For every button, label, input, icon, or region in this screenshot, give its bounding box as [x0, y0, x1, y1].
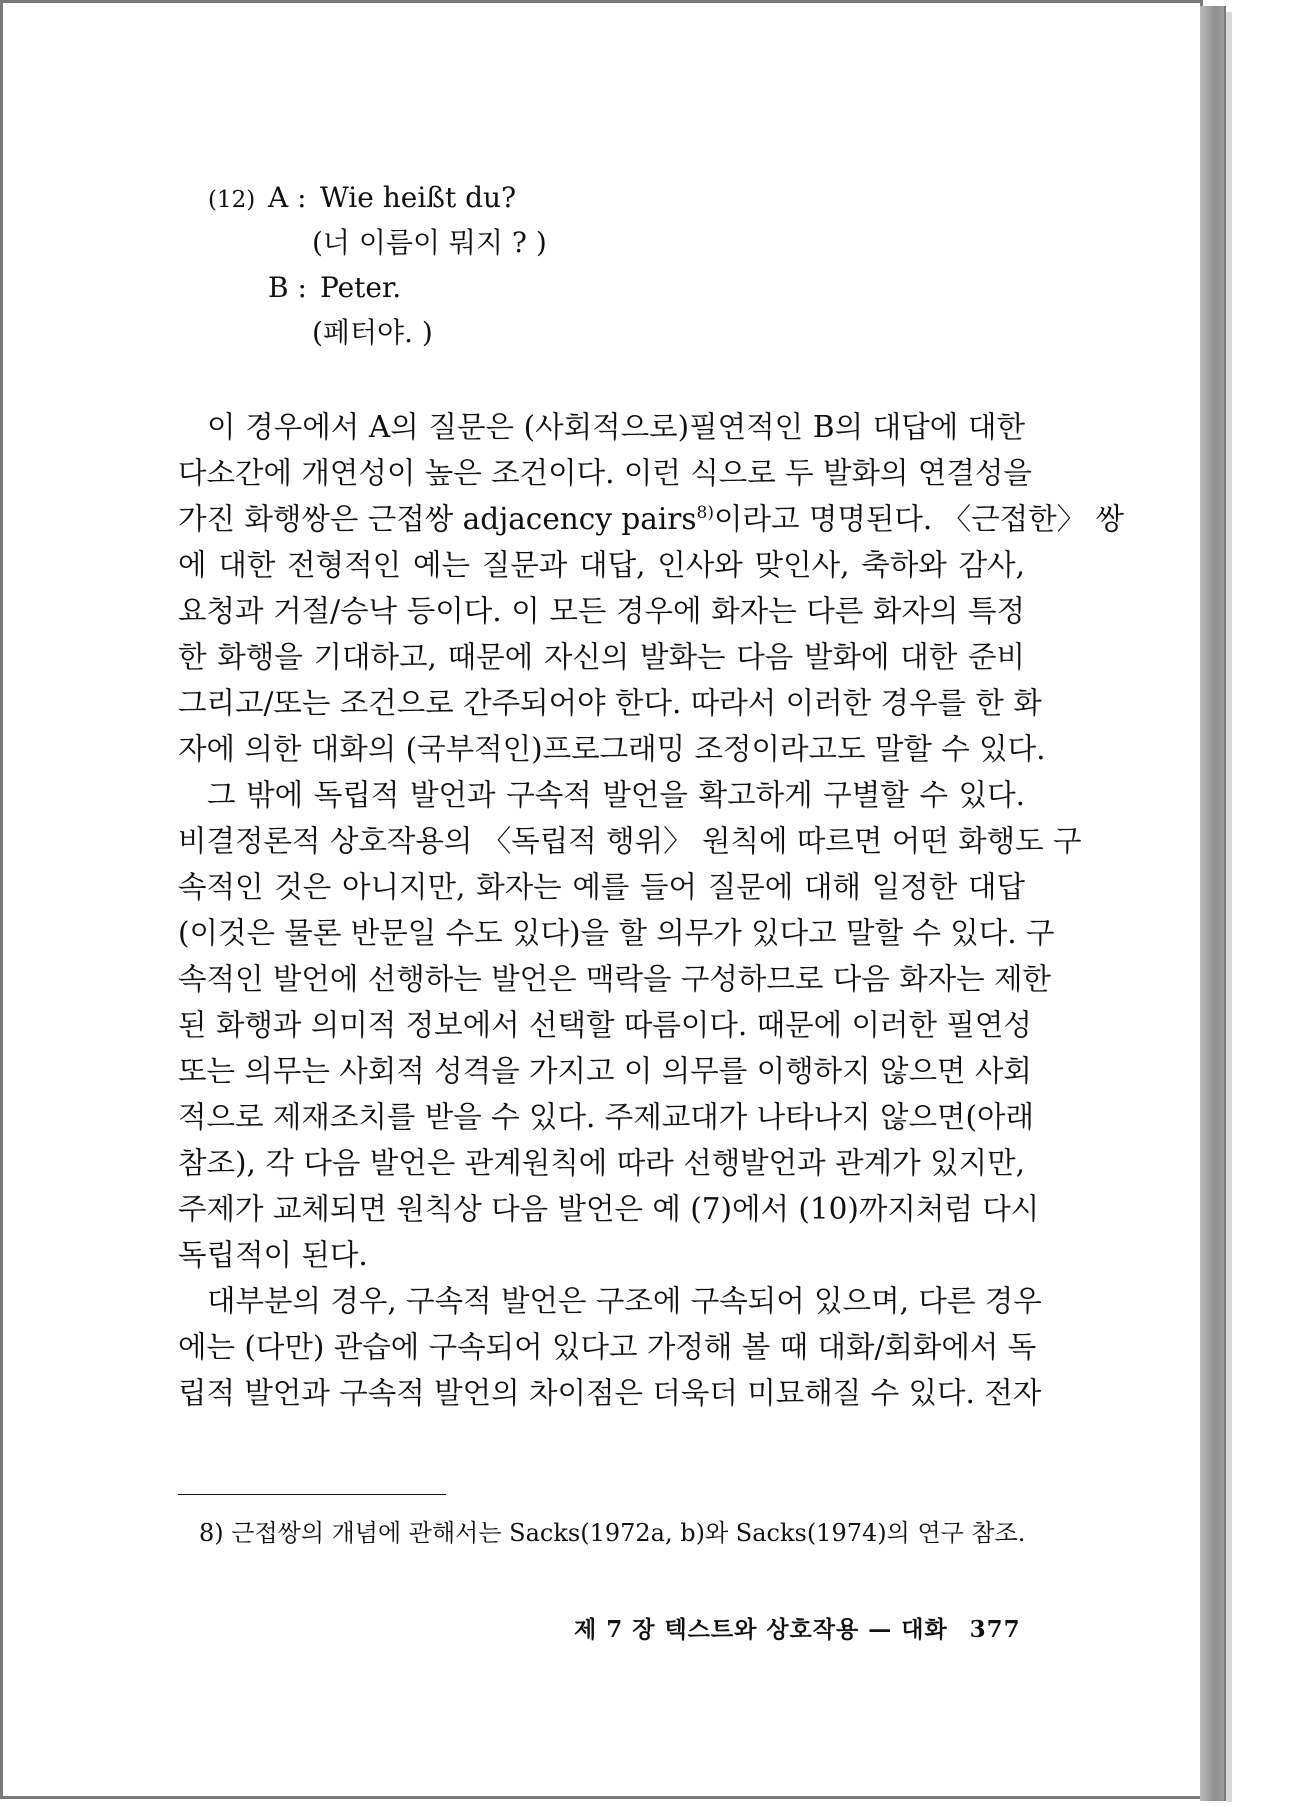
footnote-reference[interactable]: 8) — [696, 503, 714, 524]
body-line: 속적인 것은 아니지만, 화자는 예를 들어 질문에 대해 일정한 대답 — [178, 870, 1025, 904]
body-line: 다소간에 개연성이 높은 조건이다. 이런 식으로 두 발화의 연결성을 — [178, 456, 1032, 490]
body-line: 그 밖에 독립적 발언과 구속적 발언을 확고하게 구별할 수 있다. — [207, 778, 1025, 812]
body-line: 에 대한 전형적인 예는 질문과 대답, 인사와 맞인사, 축하와 감사, — [178, 548, 1025, 582]
footnote: 8) 근접쌍의 개념에 관해서는 Sacks(1972a, b)와 Sacks(1974)의 연구 참조. — [199, 1519, 1026, 1547]
body-text — [178, 404, 1124, 1416]
example-line-b-gloss — [208, 310, 547, 355]
body-line: (이것은 물론 반문일 수도 있다)을 할 의무가 있다고 말할 수 있다. 구 — [178, 916, 1055, 950]
example-line-a — [208, 175, 547, 220]
body-line: 또는 의무는 사회적 성격을 가지고 이 의무를 이행하지 않으면 사회 — [178, 1054, 1032, 1088]
chapter-title: 제 7 장 텍스트와 상호작용 — 대화 — [574, 1616, 948, 1643]
body-line: 비결정론적 상호작용의 〈독립적 행위〉 원칙에 따르면 어떤 화행도 구 — [178, 824, 1082, 858]
body-line: 그리고/또는 조건으로 간주되어야 한다. 따라서 이러한 경우를 한 화 — [178, 686, 1042, 720]
body-line: 한 화행을 기대하고, 때문에 자신의 발화는 다음 발화에 대한 준비 — [178, 640, 1025, 674]
example-line-b — [208, 265, 547, 310]
speaker-b-label: B : — [268, 271, 307, 304]
body-line: 에는 (다만) 관습에 구속되어 있다고 가정해 볼 때 대화/회화에서 독 — [178, 1330, 1037, 1364]
speaker-b-gloss: (페터야. ) — [312, 316, 433, 349]
speaker-b-utterance: Peter. — [320, 271, 402, 304]
example-line-a-gloss — [208, 220, 547, 265]
body-line-part: 가진 화행쌍은 근접쌍 adjacency pairs — [178, 502, 697, 536]
running-footer — [574, 1611, 1021, 1644]
body-line: 적으로 제재조치를 받을 수 있다. 주제교대가 나타나지 않으면(아래 — [178, 1100, 1034, 1134]
body-line: 주제가 교체되면 원칙상 다음 발언은 예 (7)에서 (10)까지처럼 다시 — [178, 1192, 1040, 1226]
body-line: 속적인 발언에 선행하는 발언은 맥락을 구성하므로 다음 화자는 제한 — [178, 962, 1051, 996]
body-line-part: 이라고 명명된다. 〈근접한〉 쌍 — [713, 502, 1124, 536]
body-line: 이 경우에서 A의 질문은 (사회적으로)필연적인 B의 대답에 대한 — [207, 410, 1025, 444]
footnote-divider — [178, 1494, 446, 1495]
body-line: 된 화행과 의미적 정보에서 선택할 따름이다. 때문에 이러한 필연성 — [178, 1008, 1032, 1042]
page-edge — [1200, 6, 1226, 1801]
speaker-a-gloss: (너 이름이 뭐지 ? ) — [312, 226, 547, 259]
body-line: 요청과 거절/승낙 등이다. 이 모든 경우에 화자는 다른 화자의 특정 — [178, 594, 1025, 628]
page-edge-shadow — [1226, 12, 1232, 1802]
body-line-with-footnote — [178, 496, 1124, 542]
body-line: 참조), 각 다음 발언은 관계원칙에 따라 선행발언과 관계가 있지만, — [178, 1146, 1025, 1180]
body-line: 대부분의 경우, 구속적 발언은 구조에 구속되어 있으며, 다른 경우 — [207, 1284, 1042, 1318]
example-number: (12) — [208, 187, 256, 213]
body-line: 립적 발언과 구속적 발언의 차이점은 더욱더 미묘해질 수 있다. 전자 — [178, 1376, 1042, 1410]
page-number: 377 — [969, 1616, 1021, 1643]
body-line: 독립적이 된다. — [178, 1238, 368, 1272]
speaker-a-utterance: Wie heißt du? — [320, 181, 517, 214]
dialogue-example — [208, 175, 547, 355]
body-line: 자에 의한 대화의 (국부적인)프로그래밍 조정이라고도 말할 수 있다. — [178, 732, 1046, 766]
speaker-a-label: A : — [268, 181, 307, 214]
